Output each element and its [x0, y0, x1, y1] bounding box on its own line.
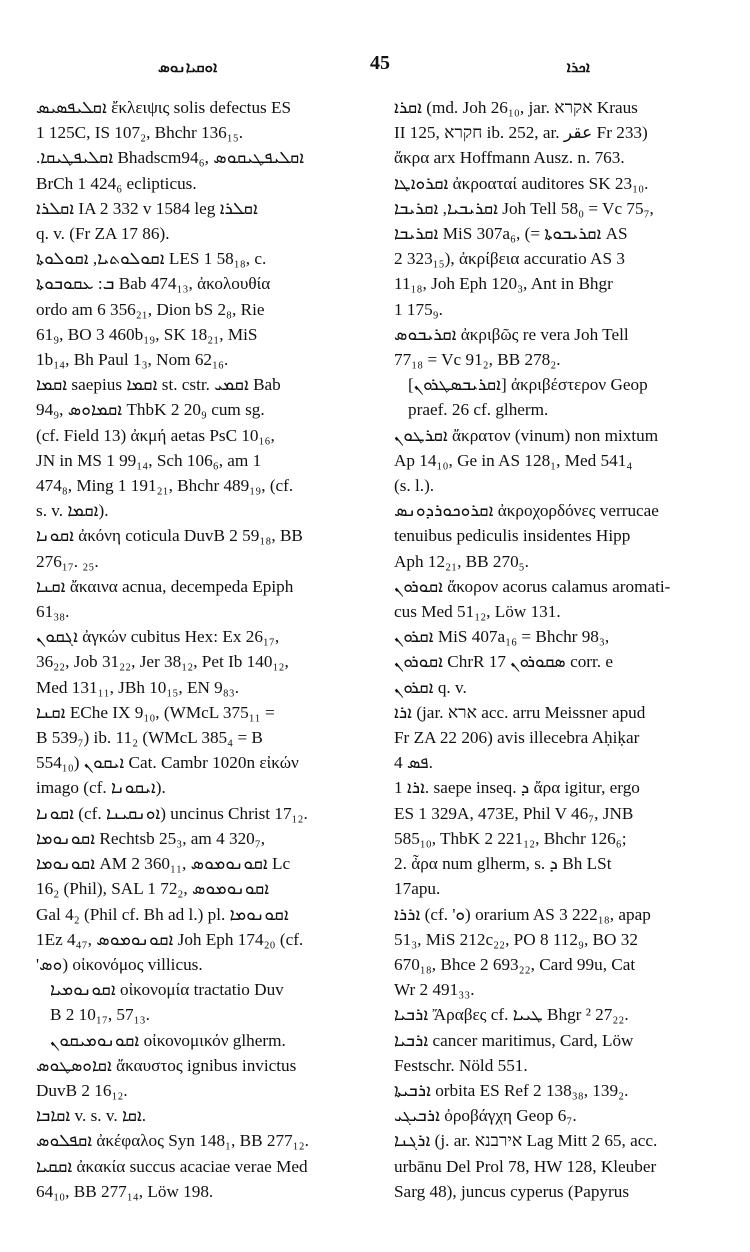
- entry-line: 51₃, MiS 212c₂₂, PO 8 112₉, BO 32: [394, 929, 638, 949]
- entry-line: BrCh 1 424₆ eclipticus.: [36, 173, 197, 193]
- dictionary-entry: [36, 977, 366, 1027]
- entry-line: ܐܩܘܢܘܡܝܐ οἰκονομία tractatio Duv: [50, 980, 284, 1000]
- entry-line: 16₂ (Phil), SAL 1 72₂, ܐܩܘܢܘܡܘܣ: [36, 879, 270, 899]
- entry-line: 36₂₂, Job 31₂₂, Jer 38₁₂, Pet Ib 140₁₂,: [36, 652, 289, 672]
- dictionary-entry: [36, 196, 366, 246]
- page-number: 45: [370, 52, 390, 74]
- dictionary-entry: [394, 171, 724, 196]
- entry-line: Aph 12₂₁, BB 270₅.: [394, 551, 529, 571]
- entry-line: ܐܪܒܝܐ cancer maritimus, Card, Löw: [394, 1030, 634, 1050]
- dictionary-entry: [36, 1128, 366, 1153]
- entry-line: ܐܓܩܘܢ ἀγκών cubitus Hex: Ex 26₁₇,: [36, 627, 280, 647]
- entry-line: ܐܩܘܪܘܢ ChrR ܣܩܘܪܘܢ 17 corr. e: [394, 652, 614, 672]
- entry-line: 585₁₀, ThbK 2 221₁₂, Bhchr 126₆;: [394, 828, 627, 848]
- entry-line: 1 175₉.: [394, 299, 443, 319]
- dictionary-entry: [36, 246, 366, 372]
- entry-line: ܐܩܘܪܘܢ ἄκορον acorus calamus aromati-: [394, 576, 671, 596]
- running-head-right: ܐܟܪܐ: [566, 58, 590, 76]
- dictionary-entry: [36, 826, 366, 977]
- left-column: [36, 95, 366, 1204]
- entry-line: 554₁₀) ܐܝܩܘܢ Cat. Cambr 1020n εἰκών: [36, 753, 299, 773]
- entry-line: ܐܪܓܢܐ (j. ar. אירבנא Lag Mitt 2 65, acc.: [394, 1131, 658, 1151]
- entry-line: ܐܪܒܝܓܝ ὀροβάγχη Geop 6₇.: [394, 1106, 577, 1126]
- entry-line: 17apu.: [394, 879, 441, 899]
- dictionary-entry: [36, 145, 366, 195]
- dictionary-entry: [36, 574, 366, 624]
- entry-line: Sarg 48), juncus cyperus (Papyrus: [394, 1181, 630, 1201]
- dictionary-entry: [36, 700, 366, 801]
- entry-line: [ܐܩܪܝܒܣܛܪܘܢ] ἀκριβέστερον Geop: [408, 375, 648, 395]
- dictionary-entry: [394, 423, 724, 499]
- entry-line: 1Ez 4₄₇, ܐܩܘܢܘܡܘܣ Joh Eph 174₂₀ (cf.: [36, 929, 304, 949]
- entry-line: DuvB 2 16₁₂.: [36, 1080, 128, 1100]
- entry-line: ܐܩܪܘܟܘܪܕܘܢܣ ἀκροχορδόνες verrucae: [394, 501, 659, 521]
- entry-line: ܐܩܦܠܘܣ ἀκέφαλος Syn 148₁, BB 277₁₂.: [36, 1131, 309, 1151]
- entry-line: ܐܩܪܘܢ MiS 407a₁₆ = Bhchr 98₃,: [394, 627, 610, 647]
- entry-line: JN in MS 1 99₁₄, Sch 106₆, am 1: [36, 450, 262, 470]
- dictionary-entry: [36, 372, 366, 523]
- entry-line: ܐܪܪܐ (cf. 'ܘ) orarium AS 3 222₁₈, apap: [394, 904, 651, 924]
- dictionary-entry: [36, 801, 366, 826]
- dictionary-entry: [36, 523, 366, 573]
- entry-line: ܦܣ 4.: [394, 753, 433, 773]
- dictionary-entry: [394, 1078, 724, 1103]
- entry-line: ܐܪܐ (jar. ארא acc. arru Meissner apud: [394, 702, 646, 722]
- entry-line: 'ܘܣ) οἰκονόμος villicus.: [36, 954, 203, 974]
- entry-line: ܐܪܒܝܐ Ἄραβες cf. ܛܝܝܐ Bhgr ² 27₂₂.: [394, 1005, 629, 1025]
- entry-line: urbānu Del Prol 78, HW 128, Kleuber: [394, 1156, 657, 1176]
- entry-line: Fr ZA 22 206) avis illecebra Aḥiḳar: [394, 728, 640, 748]
- dictionary-entry: [394, 1002, 724, 1027]
- dictionary-entry: [394, 372, 724, 422]
- entry-line: 2. ἆρα num glherm, s. ܕ Bh LSt: [394, 854, 612, 874]
- entry-line: ܐܩܘܢܘܡܐ Rechtsb 25₃, am 4 320₇,: [36, 828, 266, 848]
- entry-line: ܐܪܒܝܬܐ orbita ES Ref 2 138₃₈, 139₂.: [394, 1080, 629, 1100]
- entry-line: ܐܩܘܢܘܡܝܩܘܢ οἰκονομικόν glherm.: [50, 1030, 286, 1050]
- entry-line: ܐܩܪܛܘܢ ἄκρατον (vinum) non mixtum: [394, 425, 659, 445]
- entry-line: tenuibus pediculis insidentes Hipp: [394, 526, 631, 546]
- entry-line: 61₃₈.: [36, 602, 70, 622]
- entry-line: 64₁₀, BB 277₁₄, Löw 198.: [36, 1181, 214, 1201]
- dictionary-entry: [394, 1028, 724, 1078]
- entry-line: ܐܩܐܒܐ v. s. v. ܐܩܐ.: [36, 1106, 147, 1126]
- entry-line: cus Med 51₁₂, Löw 131.: [394, 602, 561, 622]
- entry-line: ܐܩܪܐ (md. Joh 26₁₀, jar. אקרא Kraus: [394, 98, 638, 117]
- dictionary-entry: [394, 902, 724, 1003]
- entry-line: Festschr. Nöld 551.: [394, 1055, 528, 1075]
- entry-line: 2 323₁₅), ἀκρίβεια accuratio AS 3: [394, 249, 625, 269]
- dictionary-entry: [36, 95, 366, 145]
- entry-line: 670₁₈, Bhce 2 693₂₂, Card 99u, Cat: [394, 954, 636, 974]
- entry-line: Gal 4₂ (Phil cf. Bh ad l.) pl. ܐܩܘܢܘܡܐ: [36, 904, 289, 924]
- entry-line: ܐܩܠܝܦܣܝܣ ἔκλειψις solis defectus ES: [36, 98, 292, 117]
- entry-line: Ap 14₁₀, Ge in AS 128₁, Med 541₄: [394, 450, 633, 470]
- dictionary-entry: [36, 1028, 366, 1053]
- entry-line: B 2 10₁₇, 57₁₃.: [50, 1005, 150, 1025]
- entry-line: ܐܩܘܢܐ ἀκόνη coticula DuvB 2 59₁₈, BB: [36, 526, 303, 546]
- entry-line: 94₉, ܐܩܡܐܘܣ ThbK 2 20₉ cum sg.: [36, 400, 265, 420]
- entry-line: ܐܩܡܐ saepius ܐܩܡܐ st. cstr. ܐܩܡܝ Bab: [36, 375, 281, 395]
- entry-line: ܐܩܪܝܒܐ MiS 307a₆, (= ܐܩܪܝܒܘܬܐ AS: [394, 224, 628, 244]
- dictionary-entry: [36, 1103, 366, 1128]
- entry-line: 61₉, BO 3 460b₁₉, SK 18₂₁, MiS: [36, 324, 258, 344]
- dictionary-entry: [394, 498, 724, 574]
- entry-line: ܐܩܢܐ EChe IX 9₁₀, (WMcL 375₁₁ =: [36, 702, 275, 722]
- entry-line: ἄκρα arx Hoffmann Ausz. n. 763.: [394, 148, 625, 168]
- entry-line: ordo am 6 356₂₁, Dion bS 2₈, Rie: [36, 299, 265, 319]
- dictionary-entry: [394, 624, 724, 700]
- dictionary-entry: [394, 95, 724, 171]
- entry-line: Med 131₁₁, JBh 10₁₅, EN 9₈₃.: [36, 677, 240, 697]
- entry-line: ܐܩܢܐ ἄκαινα acnua, decempeda Epiph: [36, 576, 294, 596]
- entry-line: ܐܩܠܪܐ IA 2 332 v 1584 leg ܐܩܠܪܐ: [36, 198, 258, 218]
- dictionary-entry: [394, 1128, 724, 1204]
- entry-line: B 539₇) ib. 11₂ (WMcL 385₄ = B: [36, 728, 263, 748]
- entry-line: 11₁₈, Joh Eph 120₃, Ant in Bhgr: [394, 274, 613, 294]
- entry-line: 1 125C, IS 107₂, Bhchr 136₁₅.: [36, 123, 244, 143]
- entry-line: II 125, חקרא ib. 252, ar. عقر Fr 233): [394, 123, 648, 143]
- entry-line: 77₁₈ = Vc 91₂, BB 278₂.: [394, 350, 561, 370]
- entry-line: praef. 26 cf. glherm.: [408, 400, 549, 420]
- entry-line: imago (cf. ܐܝܩܘܢܐ).: [36, 778, 166, 798]
- entry-line: ES 1 329A, 473E, Phil V 46₇, JNB: [394, 803, 634, 823]
- entry-line: Wr 2 491₃₃.: [394, 980, 475, 1000]
- dictionary-entry: [394, 574, 724, 624]
- dictionary-entry: [394, 1103, 724, 1128]
- entry-line: ܐܩܪܘܢ q. v.: [394, 677, 467, 697]
- entry-line: 474₈, Ming 1 191₂₁, Bhchr 489₁₉, (cf.: [36, 476, 294, 496]
- entry-line: q. v. (Fr ZA 17 86).: [36, 224, 170, 244]
- dictionary-entry: [394, 775, 724, 901]
- dictionary-entry: [36, 1154, 366, 1204]
- entry-line: 1b₁₄, Bh Paul 1₃, Nom 62₁₆.: [36, 350, 229, 370]
- right-column: [394, 95, 724, 1204]
- entry-line: ܐܩܐܘܣܛܘܣ ἄκαυστος ignibus invictus: [36, 1055, 297, 1075]
- entry-line: ܐܩܪܝܒܝܐ, ܐܩܪܝܒܐ Joh Tell 58₀ = Vc 75₇,: [394, 198, 654, 218]
- entry-line: ܐܩܘܢܐ (cf. ܐܘܢܩܝܢܐ) uncinus Christ 17₁₂.: [36, 803, 308, 823]
- entry-line: ܒ: ܥܩܘܒܘܬܐ Bab 474₁₃, ἀκολουθία: [36, 274, 271, 294]
- entry-line: (cf. Field 13) ἀκμή aetas PsC 10₁₆,: [36, 425, 275, 445]
- dictionary-entry: [394, 196, 724, 322]
- running-head-left: ܐܘܩܝܐܢܘܣ: [158, 58, 218, 76]
- entry-line: 276₁₇. ₂₅.: [36, 551, 99, 571]
- entry-line: ܐܩܩܝܐ ἀκακία succus acaciae verae Med: [36, 1156, 308, 1176]
- entry-line: ܐܪܐ 1. saepe inseq. ܕ ἄρα igitur, ergo: [394, 778, 640, 798]
- entry-line: ܐܩܘܢܘܡܐ AM 2 360₁₁, ܐܩܘܢܘܡܘܣ Lc: [36, 854, 291, 874]
- entry-line: s. v. ܐܩܡܐ).: [36, 501, 109, 521]
- dictionary-entry: [394, 322, 724, 372]
- entry-line: ܐܩܘܠܘܬܝܐ, ܐܩܘܠܘܬܐ LES 1 58₁₈, c.: [36, 249, 267, 269]
- dictionary-entry: [394, 700, 724, 776]
- page-header: [40, 52, 720, 82]
- entry-line: ܐܩܪܘܐܛܐ ἀκροαταί auditores SK 23₁₀.: [394, 173, 649, 193]
- entry-line: ܐܩܪܝܒܘܣ ἀκριβῶς re vera Joh Tell: [394, 324, 629, 344]
- entry-line: .ܐܩܠܝܦܛܝܩܐ Bhadscm94₆, ܐܩܠܝܦܛܝܩܘܣ: [36, 148, 305, 168]
- dictionary-entry: [36, 624, 366, 700]
- dictionary-entry: [36, 1053, 366, 1103]
- entry-line: (s. l.).: [394, 476, 435, 496]
